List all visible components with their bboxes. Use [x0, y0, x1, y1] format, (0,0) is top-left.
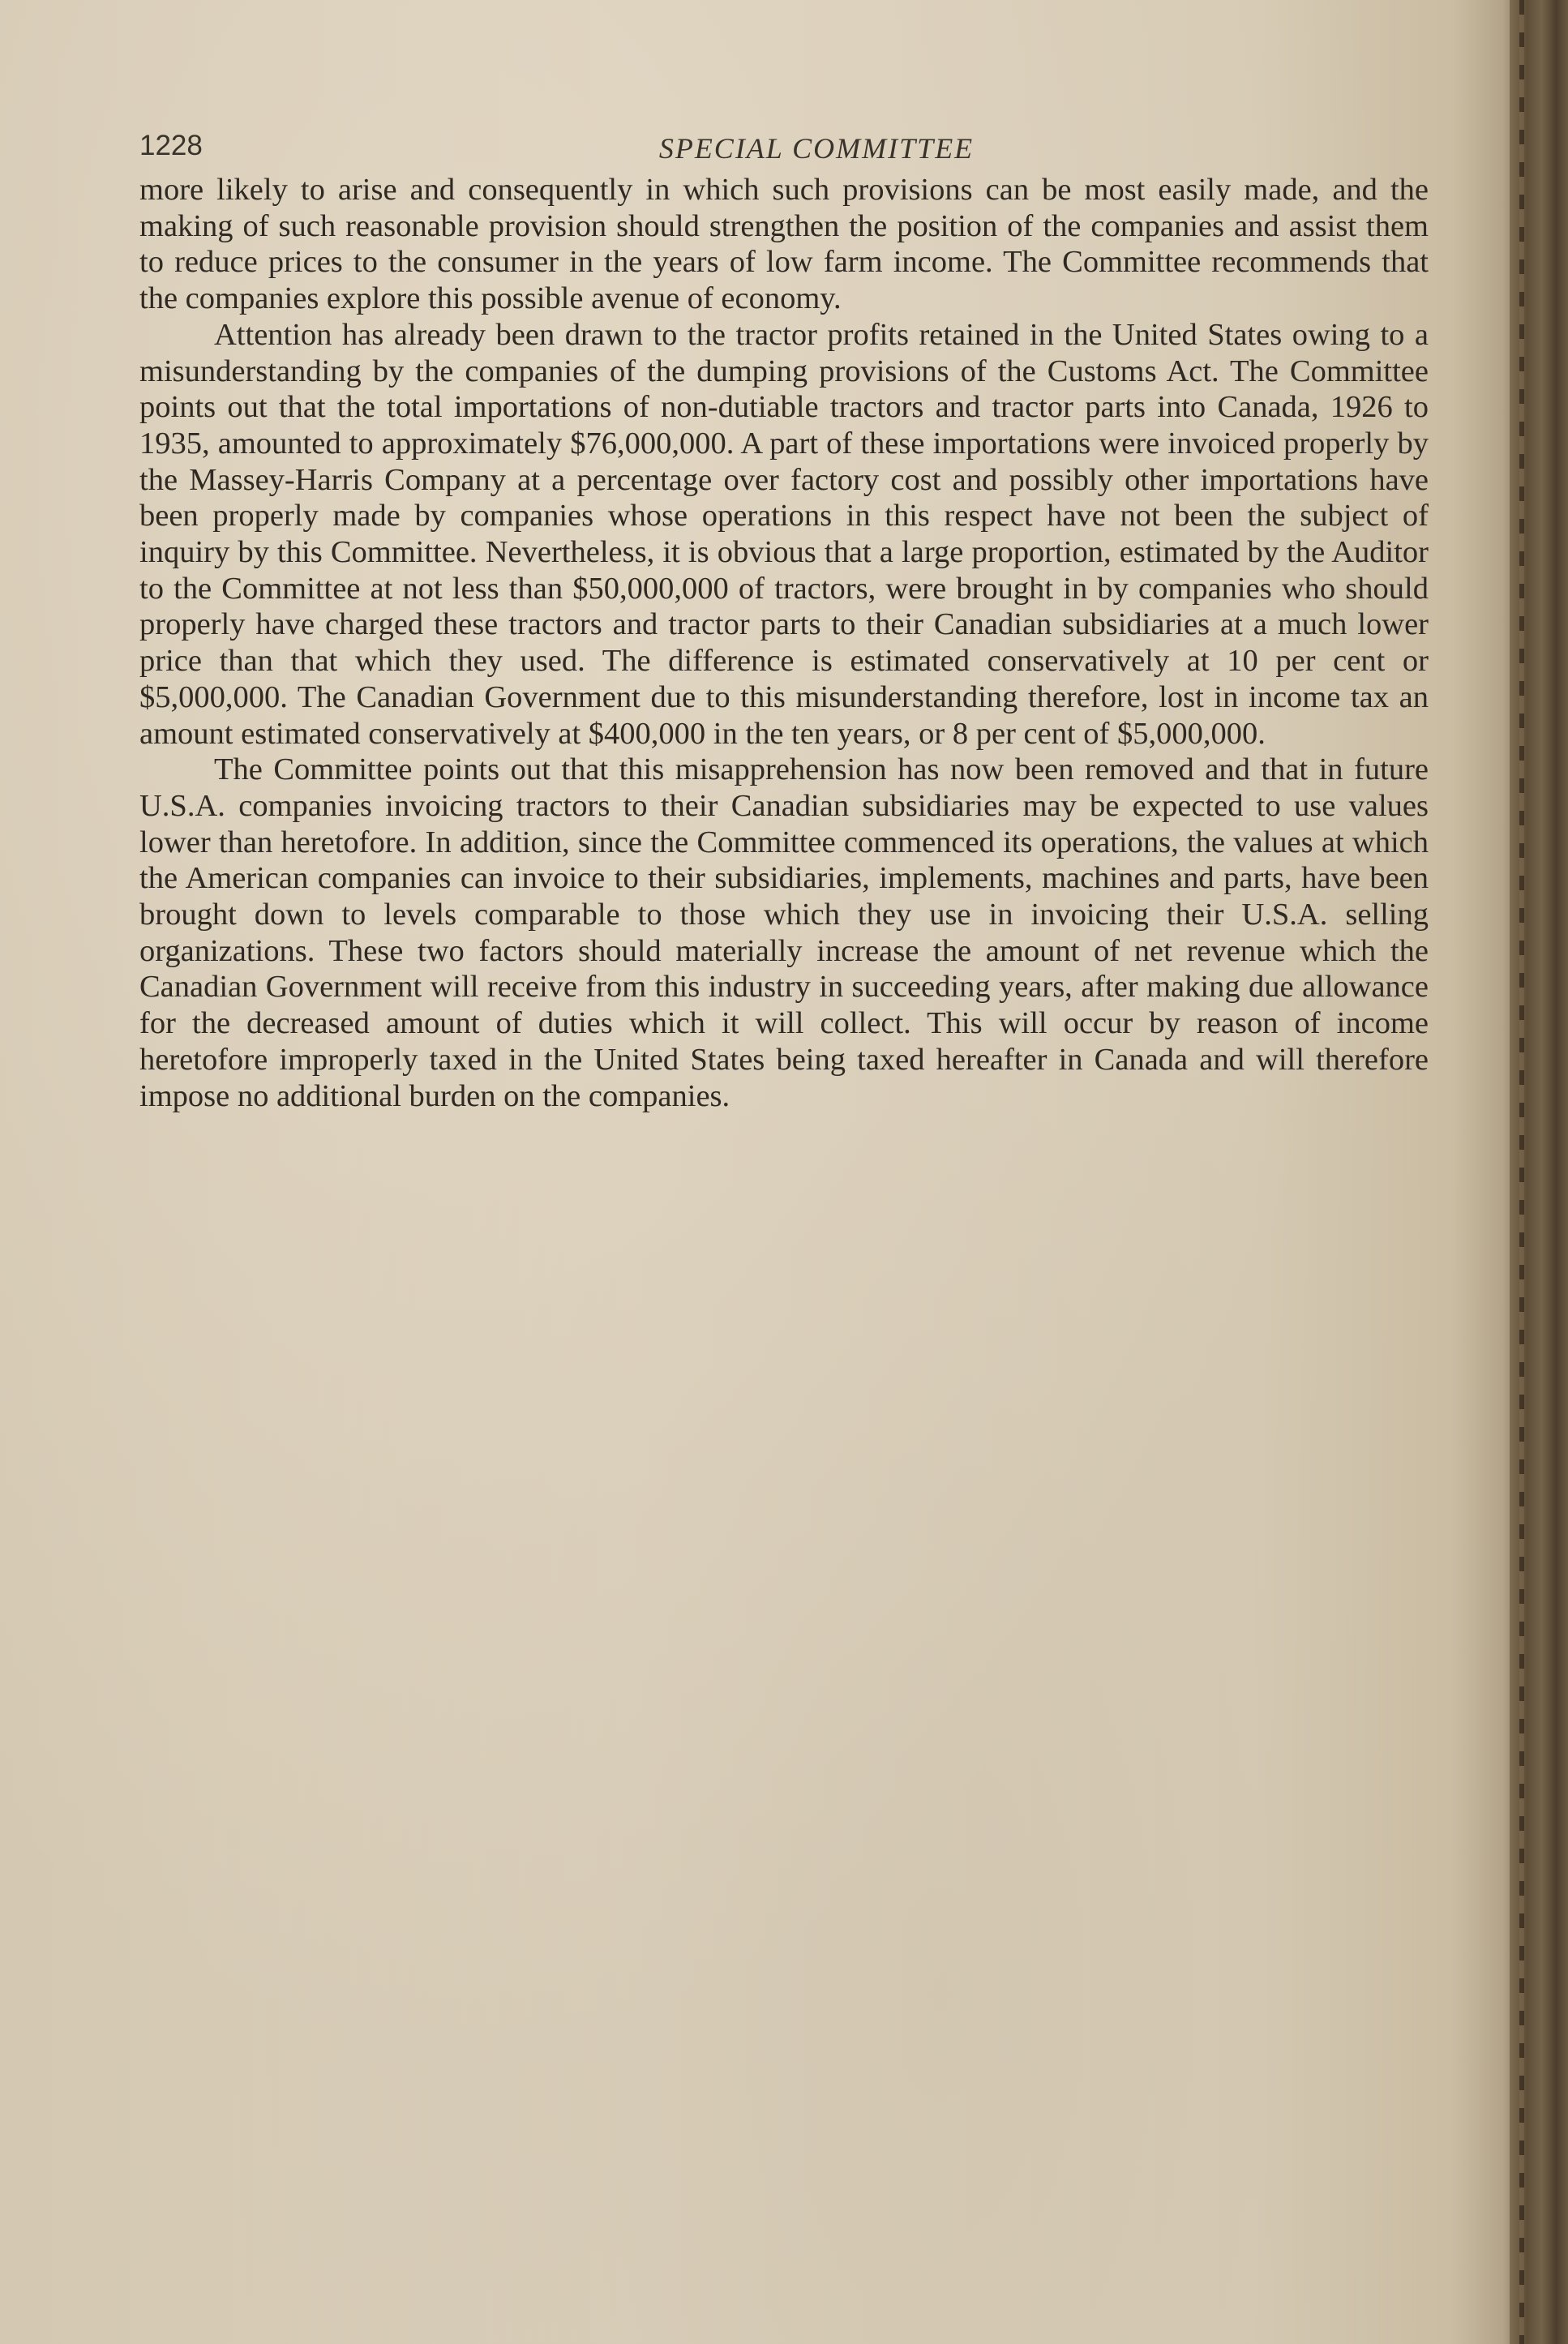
document-page [139, 122, 1429, 1114]
page-number: 1228 [139, 130, 203, 161]
running-title: SPECIAL COMMITTEE [658, 132, 975, 165]
paragraph-continuation: more likely to arise and consequently in which such provisions can be most easily made, and the making of such reasonable provision should strengthen the position of the companies and assist them to reduce prices to the consumer in the years of low farm income. The Committee recommends that the companies explore this possible avenue of economy. [139, 173, 1429, 316]
paragraph-misapprehension-removed: The Committee points out that this misapprehension has now been removed and that in future U.S.A. companies invoicing tractors to their Canadian subsidiaries may be expected to use values lower than heretofore. In addition, since the Committee commenced its operations, the values at which the American companies can invoice to their subsidiaries, implements, machines and parts, have been brought down to levels comparable to those which they use in invoicing their U.S.A. selling organizations. These two factors should materially increase the amount of net revenue which the Canadian Government will receive from this industry in succeeding years, after making due allowance for the decreased amount of duties which it will collect. This will occur by reason of income heretofore improperly taxed in the United States being taxed hereafter in Canada and will therefore impose no additional burden on the companies. [139, 752, 1429, 1113]
running-header [139, 122, 1429, 170]
body-text [139, 172, 1429, 1114]
paragraph-tractor-profits: Attention has already been drawn to the tractor profits retained in the United States owing to a misunderstanding by the companies of the dumping provisions of the Customs Act. The Committee points out that the total importations of non-dutiable tractors and tractor parts into Canada, 1926 to 1935, amounted to approximately $76,000,000. A part of these importations were invoiced properly by the Massey-Harris Company at a percentage over factory cost and possibly other importations have been properly made by companies whose operations in this respect have not been the subject of inquiry by this Committee. Nevertheless, it is obvious that a large proportion, estimated by the Auditor to the Committee at not less than $50,000,000 of tractors, were brought in by companies who should properly have charged these tractors and tractor parts to their Canadian subsidiaries at a much lower price than that which they used. The difference is estimated conservatively at 10 per cent or $5,000,000. The Canadian Government due to this misunderstanding therefore, lost in income tax an amount estimated conservatively at $400,000 in the ten years, or 8 per cent of $5,000,000. [139, 317, 1429, 751]
book-binding-edge [1510, 0, 1568, 2344]
